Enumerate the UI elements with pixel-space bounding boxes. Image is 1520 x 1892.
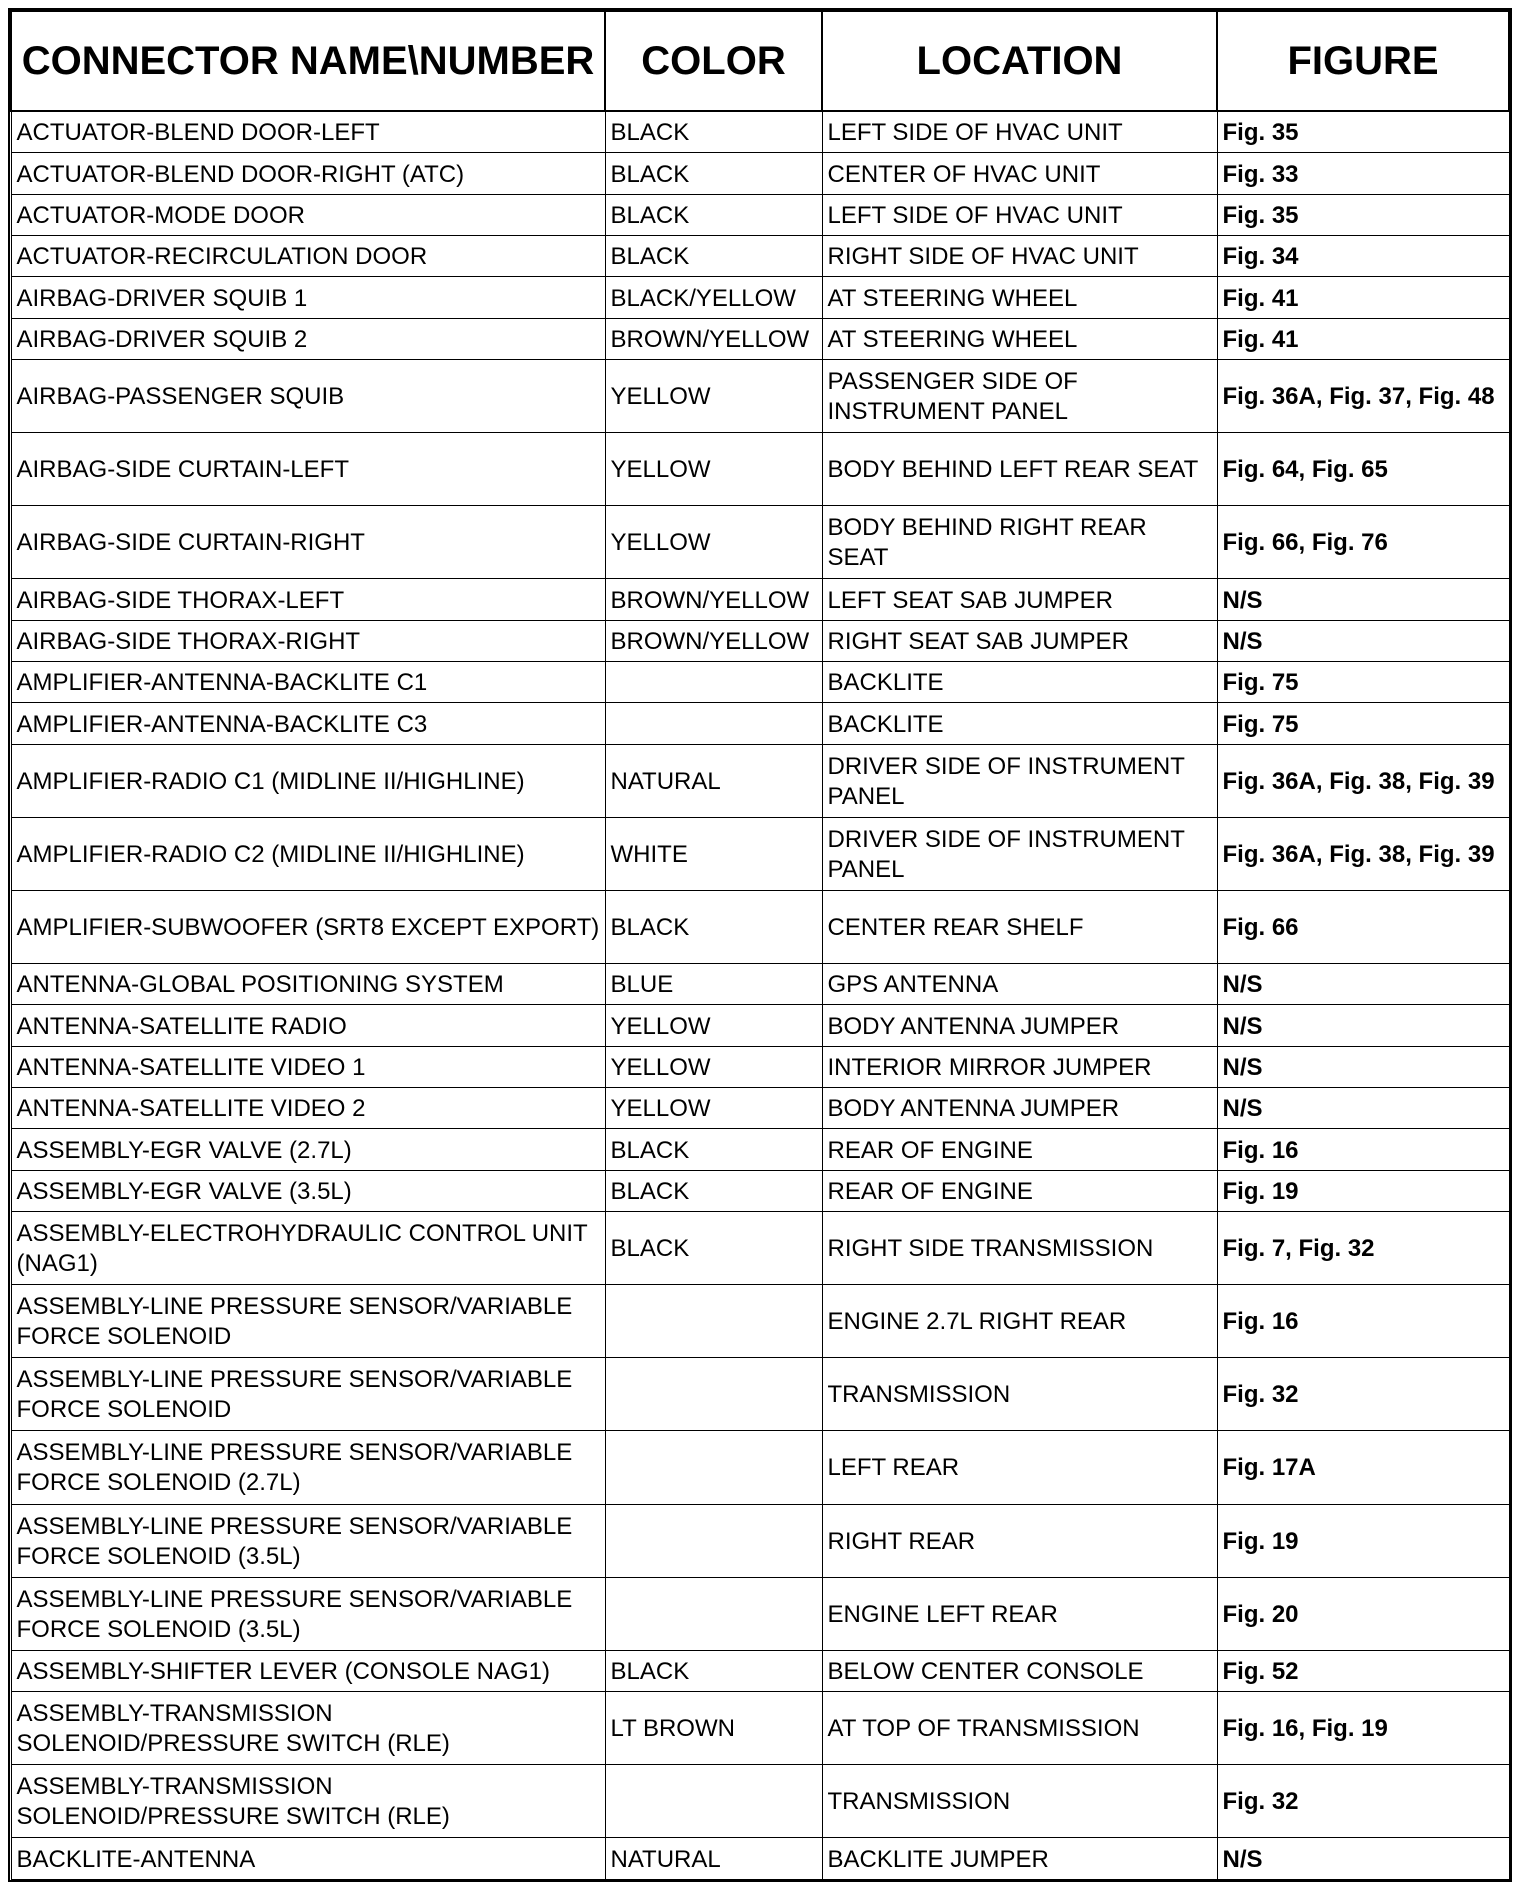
figure-cell: N/S [1217,964,1509,1005]
connector-name-cell: ACTUATOR-RECIRCULATION DOOR [11,236,605,277]
table-row [11,817,1509,890]
figure-cell: Fig. 16, Fig. 19 [1217,1692,1509,1765]
figure-cell: Fig. 7, Fig. 32 [1217,1212,1509,1285]
connector-name-cell: ANTENNA-SATELLITE VIDEO 2 [11,1088,605,1129]
figure-cell: Fig. 16 [1217,1129,1509,1170]
figure-cell: Fig. 36A, Fig. 38, Fig. 39 [1217,817,1509,890]
connector-table [10,10,1510,1880]
connector-name-cell: ASSEMBLY-LINE PRESSURE SENSOR/VARIABLE FORCE SOLENOID (2.7L) [11,1431,605,1504]
color-cell [605,1504,822,1577]
figure-cell: Fig. 32 [1217,1765,1509,1838]
color-cell [605,1765,822,1838]
figure-cell: N/S [1217,1046,1509,1087]
table-row [11,153,1509,194]
table-row [11,236,1509,277]
connector-name-cell: ASSEMBLY-EGR VALVE (2.7L) [11,1129,605,1170]
table-row [11,1765,1509,1838]
table-row [11,1504,1509,1577]
connector-name-cell: ASSEMBLY-TRANSMISSION SOLENOID/PRESSURE SWITCH (RLE) [11,1765,605,1838]
location-cell: ENGINE 2.7L RIGHT REAR [822,1285,1217,1358]
table-row [11,1212,1509,1285]
location-cell: LEFT SIDE OF HVAC UNIT [822,194,1217,235]
location-cell: RIGHT REAR [822,1504,1217,1577]
connector-name-cell: AMPLIFIER-ANTENNA-BACKLITE C1 [11,662,605,703]
table-row [11,1005,1509,1046]
figure-cell: Fig. 19 [1217,1504,1509,1577]
color-cell: YELLOW [605,1088,822,1129]
location-cell: ENGINE LEFT REAR [822,1577,1217,1650]
connector-name-cell: ASSEMBLY-EGR VALVE (3.5L) [11,1170,605,1211]
connector-name-cell: ACTUATOR-MODE DOOR [11,194,605,235]
figure-cell: Fig. 35 [1217,111,1509,153]
location-cell: BODY BEHIND LEFT REAR SEAT [822,433,1217,506]
color-cell: LT BROWN [605,1692,822,1765]
figure-cell: Fig. 75 [1217,662,1509,703]
connector-name-cell: ANTENNA-SATELLITE VIDEO 1 [11,1046,605,1087]
location-cell: BACKLITE [822,703,1217,744]
location-cell: LEFT SIDE OF HVAC UNIT [822,111,1217,153]
color-cell: BROWN/YELLOW [605,620,822,661]
table-row [11,1170,1509,1211]
color-cell [605,1431,822,1504]
figure-cell: Fig. 41 [1217,318,1509,359]
location-cell: CENTER REAR SHELF [822,890,1217,963]
connector-name-cell: ASSEMBLY-TRANSMISSION SOLENOID/PRESSURE SWITCH (RLE) [11,1692,605,1765]
connector-name-cell: ACTUATOR-BLEND DOOR-LEFT [11,111,605,153]
table-row [11,579,1509,620]
color-cell: BROWN/YELLOW [605,579,822,620]
location-cell: LEFT SEAT SAB JUMPER [822,579,1217,620]
location-cell: BACKLITE JUMPER [822,1838,1217,1880]
location-cell: REAR OF ENGINE [822,1170,1217,1211]
table-row [11,194,1509,235]
table-row [11,1358,1509,1431]
figure-cell: Fig. 33 [1217,153,1509,194]
figure-cell: Fig. 36A, Fig. 38, Fig. 39 [1217,744,1509,817]
location-cell: BODY BEHIND RIGHT REAR SEAT [822,506,1217,579]
table-body [11,111,1509,1880]
table-row [11,620,1509,661]
connector-name-cell: AIRBAG-SIDE THORAX-LEFT [11,579,605,620]
color-cell: YELLOW [605,433,822,506]
location-cell: AT TOP OF TRANSMISSION [822,1692,1217,1765]
table-row [11,1129,1509,1170]
color-cell: BLACK [605,1650,822,1691]
color-cell: BLACK [605,1129,822,1170]
location-cell: LEFT REAR [822,1431,1217,1504]
header-color: COLOR [605,11,822,111]
location-cell: INTERIOR MIRROR JUMPER [822,1046,1217,1087]
table-row [11,1692,1509,1765]
location-cell: RIGHT SEAT SAB JUMPER [822,620,1217,661]
header-figure: FIGURE [1217,11,1509,111]
header-row [11,11,1509,111]
connector-name-cell: ACTUATOR-BLEND DOOR-RIGHT (ATC) [11,153,605,194]
color-cell: BLUE [605,964,822,1005]
color-cell: YELLOW [605,1005,822,1046]
table-row [11,1088,1509,1129]
figure-cell: Fig. 66 [1217,890,1509,963]
color-cell: BROWN/YELLOW [605,318,822,359]
connector-name-cell: AIRBAG-PASSENGER SQUIB [11,360,605,433]
table-row [11,277,1509,318]
table-row [11,360,1509,433]
color-cell [605,662,822,703]
connector-name-cell: AMPLIFIER-SUBWOOFER (SRT8 EXCEPT EXPORT) [11,890,605,963]
table-row [11,433,1509,506]
connector-table-page [8,8,1512,1882]
figure-cell: Fig. 36A, Fig. 37, Fig. 48 [1217,360,1509,433]
table-row [11,506,1509,579]
figure-cell: Fig. 17A [1217,1431,1509,1504]
connector-name-cell: ASSEMBLY-ELECTROHYDRAULIC CONTROL UNIT (NAG1) [11,1212,605,1285]
connector-name-cell: AMPLIFIER-ANTENNA-BACKLITE C3 [11,703,605,744]
header-connector-name: CONNECTOR NAME\NUMBER [11,11,605,111]
location-cell: CENTER OF HVAC UNIT [822,153,1217,194]
figure-cell: Fig. 16 [1217,1285,1509,1358]
figure-cell: Fig. 52 [1217,1650,1509,1691]
figure-cell: Fig. 35 [1217,194,1509,235]
table-row [11,1431,1509,1504]
location-cell: RIGHT SIDE TRANSMISSION [822,1212,1217,1285]
figure-cell: Fig. 75 [1217,703,1509,744]
table-row [11,1046,1509,1087]
figure-cell: N/S [1217,579,1509,620]
table-row [11,964,1509,1005]
figure-cell: Fig. 19 [1217,1170,1509,1211]
figure-cell: Fig. 20 [1217,1577,1509,1650]
figure-cell: Fig. 34 [1217,236,1509,277]
connector-name-cell: AIRBAG-SIDE CURTAIN-RIGHT [11,506,605,579]
connector-name-cell: ASSEMBLY-SHIFTER LEVER (CONSOLE NAG1) [11,1650,605,1691]
color-cell: YELLOW [605,506,822,579]
color-cell: NATURAL [605,744,822,817]
header-location: LOCATION [822,11,1217,111]
location-cell: TRANSMISSION [822,1765,1217,1838]
table-row [11,1577,1509,1650]
figure-cell: N/S [1217,1088,1509,1129]
location-cell: DRIVER SIDE OF INSTRUMENT PANEL [822,744,1217,817]
location-cell: REAR OF ENGINE [822,1129,1217,1170]
figure-cell: Fig. 41 [1217,277,1509,318]
connector-name-cell: ASSEMBLY-LINE PRESSURE SENSOR/VARIABLE FORCE SOLENOID (3.5L) [11,1504,605,1577]
table-row [11,111,1509,153]
connector-name-cell: AMPLIFIER-RADIO C2 (MIDLINE II/HIGHLINE) [11,817,605,890]
location-cell: BODY ANTENNA JUMPER [822,1005,1217,1046]
figure-cell: Fig. 32 [1217,1358,1509,1431]
color-cell: YELLOW [605,360,822,433]
table-row [11,890,1509,963]
figure-cell: N/S [1217,1005,1509,1046]
table-row [11,318,1509,359]
color-cell [605,1285,822,1358]
connector-name-cell: ASSEMBLY-LINE PRESSURE SENSOR/VARIABLE FORCE SOLENOID [11,1358,605,1431]
location-cell: PASSENGER SIDE OF INSTRUMENT PANEL [822,360,1217,433]
color-cell: BLACK [605,111,822,153]
location-cell: AT STEERING WHEEL [822,277,1217,318]
location-cell: BACKLITE [822,662,1217,703]
color-cell [605,703,822,744]
location-cell: RIGHT SIDE OF HVAC UNIT [822,236,1217,277]
connector-name-cell: ASSEMBLY-LINE PRESSURE SENSOR/VARIABLE FORCE SOLENOID [11,1285,605,1358]
table-row [11,1838,1509,1880]
connector-name-cell: AMPLIFIER-RADIO C1 (MIDLINE II/HIGHLINE) [11,744,605,817]
color-cell: BLACK [605,1212,822,1285]
color-cell: BLACK/YELLOW [605,277,822,318]
color-cell: BLACK [605,1170,822,1211]
color-cell: WHITE [605,817,822,890]
figure-cell: Fig. 64, Fig. 65 [1217,433,1509,506]
table-row [11,1650,1509,1691]
connector-name-cell: AIRBAG-SIDE CURTAIN-LEFT [11,433,605,506]
connector-name-cell: ASSEMBLY-LINE PRESSURE SENSOR/VARIABLE FORCE SOLENOID (3.5L) [11,1577,605,1650]
table-row [11,662,1509,703]
color-cell [605,1577,822,1650]
table-row [11,703,1509,744]
location-cell: BODY ANTENNA JUMPER [822,1088,1217,1129]
connector-name-cell: AIRBAG-SIDE THORAX-RIGHT [11,620,605,661]
connector-name-cell: ANTENNA-GLOBAL POSITIONING SYSTEM [11,964,605,1005]
connector-name-cell: AIRBAG-DRIVER SQUIB 2 [11,318,605,359]
color-cell [605,1358,822,1431]
location-cell: DRIVER SIDE OF INSTRUMENT PANEL [822,817,1217,890]
color-cell: BLACK [605,194,822,235]
connector-name-cell: BACKLITE-ANTENNA [11,1838,605,1880]
figure-cell: Fig. 66, Fig. 76 [1217,506,1509,579]
figure-cell: N/S [1217,620,1509,661]
connector-name-cell: AIRBAG-DRIVER SQUIB 1 [11,277,605,318]
color-cell: BLACK [605,153,822,194]
color-cell: NATURAL [605,1838,822,1880]
location-cell: AT STEERING WHEEL [822,318,1217,359]
color-cell: YELLOW [605,1046,822,1087]
table-row [11,744,1509,817]
color-cell: BLACK [605,236,822,277]
table-row [11,1285,1509,1358]
location-cell: GPS ANTENNA [822,964,1217,1005]
figure-cell: N/S [1217,1838,1509,1880]
connector-name-cell: ANTENNA-SATELLITE RADIO [11,1005,605,1046]
location-cell: TRANSMISSION [822,1358,1217,1431]
location-cell: BELOW CENTER CONSOLE [822,1650,1217,1691]
color-cell: BLACK [605,890,822,963]
